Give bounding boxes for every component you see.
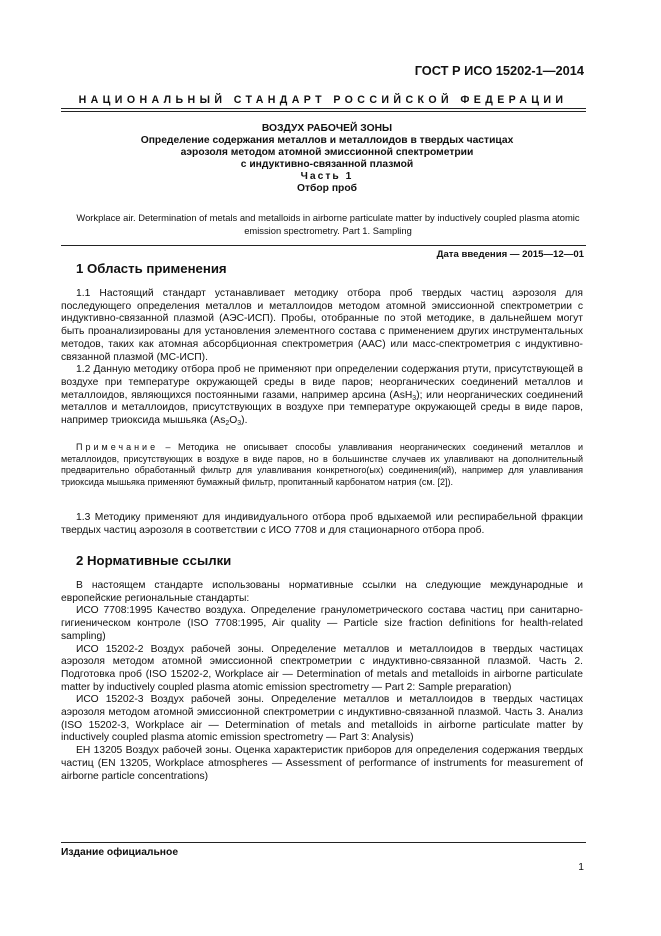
- title-part: Часть 1: [300, 171, 354, 182]
- top-rule-2: [61, 111, 586, 112]
- paragraph-1-3: 1.3 Методику применяют для индивидуального отбора проб вдыхаемой или респирабельной фракции твердых частиц аэрозоля в соответствии с ИСО 7708 и для стационарного отбора проб.: [61, 512, 583, 536]
- note-label: Примечание: [76, 442, 159, 452]
- note: [61, 442, 583, 488]
- page-number: 1: [578, 862, 584, 873]
- footer-rule: [61, 842, 586, 843]
- paragraph-1-2: 1.2 Данную методику отбора проб не применяют при определении содержания ртути, присутствующей в воздухе при температуре окружающей среды в виде паров; неорганических соединений металлов и металлоидов, являющихся постоянными газами, например арсина (AsH$_3$); или неорганических соединений металлов и металлоидов, присутствующих в воздухе при температуре окружающей среды в виде паров, например триоксида мышьяка $(As_2O_3)$.: [61, 364, 583, 428]
- reference-item: ИСО 15202-2 Воздух рабочей зоны. Определение металлов и металлоидов в твердых частицах аэрозоля методом атомной эмиссионной спектрометрии с индуктивно-связанной плазмой. Часть 2. Подготовка проб (ISO 15202-2, Workplace air — Determination of metals and metalloids in airborne particulate matter by inductively coupled plasma atomic emission spectrometry — Part 2: Sample preparation): [61, 643, 583, 693]
- reference-item: ИСО 15202-3 Воздух рабочей зоны. Определение металлов и металлоидов в твердых частицах аэрозоля методом атомной эмиссионной спектрометрии с индуктивно-связанной плазмой. Часть 3. Анализ (ISO 15202-3, Workplace air — Determination of metals and metalloids in airborne particulate matter by inductively coupled plasma atomic emission spectrometry — Part 3: Analysis): [61, 694, 583, 744]
- reference-item: ЕН 13205 Воздух рабочей зоны. Оценка характеристик приборов для определения содержания твердых частиц (EN 13205, Workplace atmospheres — Assessment of performance of instruments for measurement of airborne particle concentrations): [61, 745, 583, 782]
- section-2-heading: 2 Нормативные ссылки: [76, 553, 232, 568]
- section-2-body: [61, 580, 583, 783]
- date-rule: [61, 245, 586, 246]
- reference-item: ИСО 7708:1995 Качество воздуха. Определение гранулометрического состава частиц при санитарно-гигиеническом контроле (ISO 7708:1995, Air quality — Particle size fraction definitions for health-related sampling): [61, 605, 583, 642]
- references-intro: В настоящем стандарте использованы нормативные ссылки на следующие международные и европейские региональные стандарты:: [61, 580, 583, 604]
- english-title: Workplace air. Determination of metals and metalloids in airborne particulate matter by inductively coupled plasma atomic emission spectrometry. Part 1. Sampling: [76, 212, 580, 236]
- title-line-3: аэрозоля методом атомной эмиссионной спектрометрии: [180, 147, 474, 158]
- title-line-4: с индуктивно-связанной плазмой: [240, 159, 414, 170]
- introduction-date: Дата введения — 2015—12—01: [436, 249, 584, 260]
- paragraph-1-1: 1.1 Настоящий стандарт устанавливает методику отбора проб твердых частиц аэрозоля для последующего определения металлов и металлоидов методом атомной эмиссионной спектрометрии с индуктивно-связанной плазмой (АЭС-ИСП). Пробы, отобранные по этой методике, в дальнейшем могут быть проанализированы для установления элементного состава с применением других инструментальных методов, таких как атомная абсорбционная спектрометрия (ААС) или масс-спектрометрия с индуктивно-связанной плазмой (МС-ИСП).: [61, 288, 583, 363]
- top-rule-1: [61, 108, 586, 109]
- title-subtitle: Отбор проб: [296, 183, 357, 194]
- note-text: – Методика не описывает способы улавливания неорганических соединений металлов и металлоидов, присутствующих в воздухе в виде паров, но в большинстве случаев их улавливают на дополнительный предварительно обработанный фильтр для улавливания конкретного(ых) соединения(ий), например для улавливания триоксида мышьяка применяют бумажный фильтр, пропитанный карбонатом натрия (см. [2]).: [61, 442, 583, 487]
- standard-title: НАЦИОНАЛЬНЫЙ СТАНДАРТ РОССИЙСКОЙ ФЕДЕРАЦИИ: [78, 94, 568, 106]
- document-title-block: [72, 123, 582, 195]
- title-line-2: Определение содержания металлов и металлоидов в твердых частицах: [140, 135, 514, 146]
- title-line-1: ВОЗДУХ РАБОЧЕЙ ЗОНЫ: [261, 123, 393, 134]
- paragraph-1-3-wrap: [61, 512, 583, 537]
- edition-label: Издание официальное: [61, 847, 179, 858]
- section-1-body: [61, 288, 583, 428]
- document-code: ГОСТ Р ИСО 15202-1—2014: [414, 63, 584, 78]
- section-1-heading: 1 Область применения: [76, 261, 227, 276]
